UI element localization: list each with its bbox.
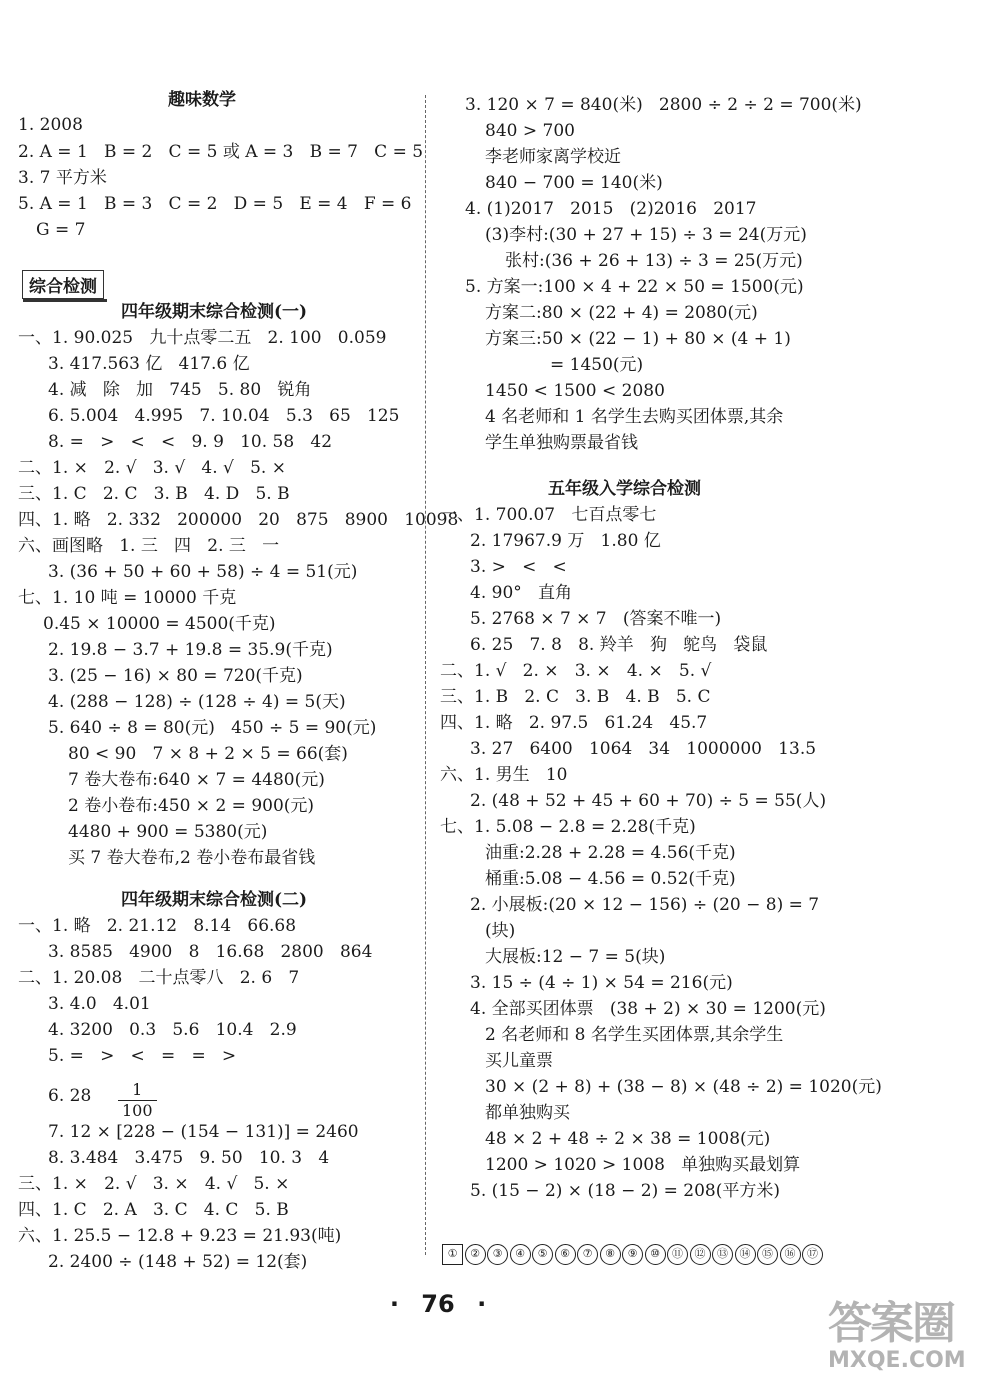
- answer-line: 2 卷小卷布:450 × 2 = 900(元): [68, 796, 315, 816]
- answer-line: 3. 120 × 7 = 840(米) 2800 ÷ 2 ÷ 2 = 700(米): [465, 95, 862, 115]
- answer-line: G = 7: [36, 220, 86, 240]
- answer-line: 六、1. 25.5 − 12.8 + 9.23 = 21.93(吨): [18, 1226, 342, 1246]
- answer-line: 5. 2768 × 7 × 7 (答案不唯一): [470, 609, 722, 629]
- answer-line: 买儿童票: [485, 1051, 553, 1071]
- page-circle: ⑨: [622, 1244, 643, 1265]
- answer-line: 48 × 2 + 48 ÷ 2 × 38 = 1008(元): [485, 1129, 771, 1149]
- page-circle: ⑬: [712, 1244, 733, 1265]
- answer-line: 5. (15 − 2) × (18 − 2) = 208(平方米): [470, 1181, 780, 1201]
- answer-line: 大展板:12 − 7 = 5(块): [485, 947, 666, 967]
- page-circle: ⑫: [690, 1244, 711, 1265]
- answer-line: 1200 > 1020 > 1008 单独购买最划算: [485, 1155, 801, 1175]
- section-title: 趣味数学: [168, 90, 236, 110]
- answer-line: 2. 小展板:(20 × 12 − 156) ÷ (20 − 8) = 7: [470, 895, 820, 915]
- answer-line: 一、1. 90.025 九十点零二五 2. 100 0.059: [18, 328, 387, 348]
- answer-line: = 1450(元): [550, 355, 644, 375]
- page-circle: ⑦: [577, 1244, 598, 1265]
- answer-line: 4480 + 900 = 5380(元): [68, 822, 268, 842]
- answer-line: 2. 2400 ÷ (148 + 52) = 12(套): [48, 1252, 308, 1272]
- answer-line: 4. 减 除 加 745 5. 80 锐角: [48, 380, 312, 400]
- page-circle: ⑤: [532, 1244, 553, 1265]
- page-dot-right: ·: [477, 1290, 487, 1318]
- page-circle: ③: [487, 1244, 508, 1265]
- answer-line: 840 − 700 = 140(米): [485, 173, 663, 193]
- answer-line: 2. (48 + 52 + 45 + 60 + 70) ÷ 5 = 55(人): [470, 791, 827, 811]
- answer-line: 四、1. C 2. A 3. C 4. C 5. B: [18, 1200, 289, 1220]
- page-circle: ⑰: [802, 1244, 823, 1265]
- answer-line: 6. 25 7. 8 8. 羚羊 狗 鸵鸟 袋鼠: [470, 635, 768, 655]
- page-number: [388, 1290, 488, 1318]
- answer-line: 2. 17967.9 万 1.80 亿: [470, 531, 661, 551]
- answer-line: 5. = > < = = >: [48, 1046, 237, 1066]
- answer-line: 4. 3200 0.3 5.6 10.4 2.9: [48, 1020, 297, 1040]
- answer-line: 4. 90° 直角: [470, 583, 572, 603]
- answer-line: 三、1. C 2. C 3. B 4. D 5. B: [18, 484, 290, 504]
- watermark-line1: 答案圈: [828, 1298, 954, 1349]
- answer-line: 二、1. √ 2. × 3. × 4. × 5. √: [440, 661, 712, 681]
- answer-line: 80 < 90 7 × 8 + 2 × 5 = 66(套): [68, 744, 348, 764]
- watermark-line2: MXQE.COM: [828, 1348, 966, 1373]
- answer-line: 3. (36 + 50 + 60 + 58) ÷ 4 = 51(元): [48, 562, 358, 582]
- section-title: 四年级期末综合检测(一): [121, 302, 308, 322]
- answer-line: 6. 5.004 4.995 7. 10.04 5.3 65 125: [48, 406, 400, 426]
- fraction-denominator: 100: [122, 1101, 153, 1120]
- fraction-numerator: 1: [118, 1080, 157, 1101]
- answer-line: 3. 27 6400 1064 34 1000000 13.5: [470, 739, 817, 759]
- answer-line: 七、1. 5.08 − 2.8 = 2.28(千克): [440, 817, 696, 837]
- answer-line: 6. 28: [48, 1086, 92, 1106]
- answer-line: 张村:(36 + 26 + 13) ÷ 3 = 25(万元): [505, 251, 803, 271]
- answer-line: 3. 7 平方米: [18, 168, 107, 188]
- column-divider: [425, 95, 426, 1255]
- answer-line: 3. 8585 4900 8 16.68 2800 864: [48, 942, 373, 962]
- answer-line: 六、画图略 1. 三 四 2. 三 一: [18, 536, 280, 556]
- answer-line: 3. 417.563 亿 417.6 亿: [48, 354, 250, 374]
- answer-line: 四、1. 略 2. 332 200000 20 875 8900 10098: [18, 510, 459, 530]
- answer-line: 四、1. 略 2. 97.5 61.24 45.7: [440, 713, 708, 733]
- answer-line: 二、1. 20.08 二十点零八 2. 6 7: [18, 968, 300, 988]
- page-circle: ⑪: [667, 1244, 688, 1265]
- answer-line: 3. > < <: [470, 557, 567, 577]
- page-circle: ⑩: [645, 1244, 666, 1265]
- answer-line: 一、1. 700.07 七百点零七: [440, 505, 657, 525]
- page-index-circles: [442, 1244, 825, 1265]
- answer-line: 5. 640 ÷ 8 = 80(元) 450 ÷ 5 = 90(元): [48, 718, 377, 738]
- section-title: 五年级入学综合检测: [548, 479, 701, 499]
- answer-line: 都单独购买: [485, 1103, 570, 1123]
- answer-line: 7 卷大卷布:640 × 7 = 4480(元): [68, 770, 325, 790]
- answer-line: 0.45 × 10000 = 4500(千克): [43, 614, 276, 634]
- answer-line: 一、1. 略 2. 21.12 8.14 66.68: [18, 916, 297, 936]
- answer-line: 油重:2.28 + 2.28 = 4.56(千克): [485, 843, 736, 863]
- answer-line: 1. 2008: [18, 115, 83, 135]
- watermark-logo: [828, 1300, 988, 1380]
- page-circle: ④: [510, 1244, 531, 1265]
- answer-line: 3. (25 − 16) × 80 = 720(千克): [48, 666, 303, 686]
- answer-line: 8. = > < < 9. 9 10. 58 42: [48, 432, 333, 452]
- answer-line: 2. A = 1 B = 2 C = 5 或 A = 3 B = 7 C = 5: [18, 142, 424, 162]
- answer-line: 桶重:5.08 − 4.56 = 0.52(千克): [485, 869, 736, 889]
- answer-line: 二、1. × 2. √ 3. √ 4. √ 5. ×: [18, 458, 286, 478]
- answer-line: 8. 3.484 3.475 9. 50 10. 3 4: [48, 1148, 330, 1168]
- page-circle: ⑯: [780, 1244, 801, 1265]
- answer-line: 3. 15 ÷ (4 ÷ 1) × 54 = 216(元): [470, 973, 733, 993]
- section-badge: 综合检测: [22, 270, 104, 299]
- page-circle: ②: [465, 1244, 486, 1265]
- answer-line: 4. 全部买团体票 (38 + 2) × 30 = 1200(元): [470, 999, 826, 1019]
- answer-line: 2 名老师和 8 名学生买团体票,其余学生: [485, 1025, 784, 1045]
- answer-line: 30 × (2 + 8) + (38 − 8) × (48 ÷ 2) = 1020(元): [485, 1077, 882, 1097]
- answer-line: 三、1. B 2. C 3. B 4. B 5. C: [440, 687, 711, 707]
- answer-line: 2. 19.8 − 3.7 + 19.8 = 35.9(千克): [48, 640, 333, 660]
- answer-line: 4. (1)2017 2015 (2)2016 2017: [465, 199, 757, 219]
- answer-line: 3. 4.0 4.01: [48, 994, 151, 1014]
- page-circle: ⑮: [757, 1244, 778, 1265]
- answer-line: 方案二:80 × (22 + 4) = 2080(元): [485, 303, 758, 323]
- answer-line: 840 > 700: [485, 121, 575, 141]
- fraction: [118, 1080, 157, 1121]
- answer-line: 学生单独购票最省钱: [485, 433, 638, 453]
- answer-line: 7. 12 × [228 − (154 − 131)] = 2460: [48, 1122, 359, 1142]
- answer-line: (块): [485, 921, 516, 941]
- answer-line: 5. A = 1 B = 3 C = 2 D = 5 E = 4 F = 6: [18, 194, 412, 214]
- answer-line: 买 7 卷大卷布,2 卷小卷布最省钱: [68, 848, 316, 868]
- answer-line: 5. 方案一:100 × 4 + 22 × 50 = 1500(元): [465, 277, 804, 297]
- answer-line: 1450 < 1500 < 2080: [485, 381, 665, 401]
- answer-line: 李老师家离学校近: [485, 147, 621, 167]
- answer-line: 三、1. × 2. √ 3. × 4. √ 5. ×: [18, 1174, 290, 1194]
- answer-line: 方案三:50 × (22 − 1) + 80 × (4 + 1): [485, 329, 791, 349]
- answer-line: (3)李村:(30 + 27 + 15) ÷ 3 = 24(万元): [485, 225, 807, 245]
- answer-line: 4 名老师和 1 名学生去购买团体票,其余: [485, 407, 784, 427]
- section-title: 四年级期末综合检测(二): [121, 890, 308, 910]
- page-circle: ⑭: [735, 1244, 756, 1265]
- page-number-value: 76: [421, 1290, 455, 1318]
- page-circle: ⑥: [555, 1244, 576, 1265]
- page-circle: ⑧: [600, 1244, 621, 1265]
- answer-line: 4. (288 − 128) ÷ (128 ÷ 4) = 5(天): [48, 692, 346, 712]
- page-dot-left: ·: [389, 1290, 399, 1318]
- page-circle: ①: [442, 1244, 463, 1265]
- answer-line: 七、1. 10 吨 = 10000 千克: [18, 588, 237, 608]
- answer-line: 六、1. 男生 10: [440, 765, 568, 785]
